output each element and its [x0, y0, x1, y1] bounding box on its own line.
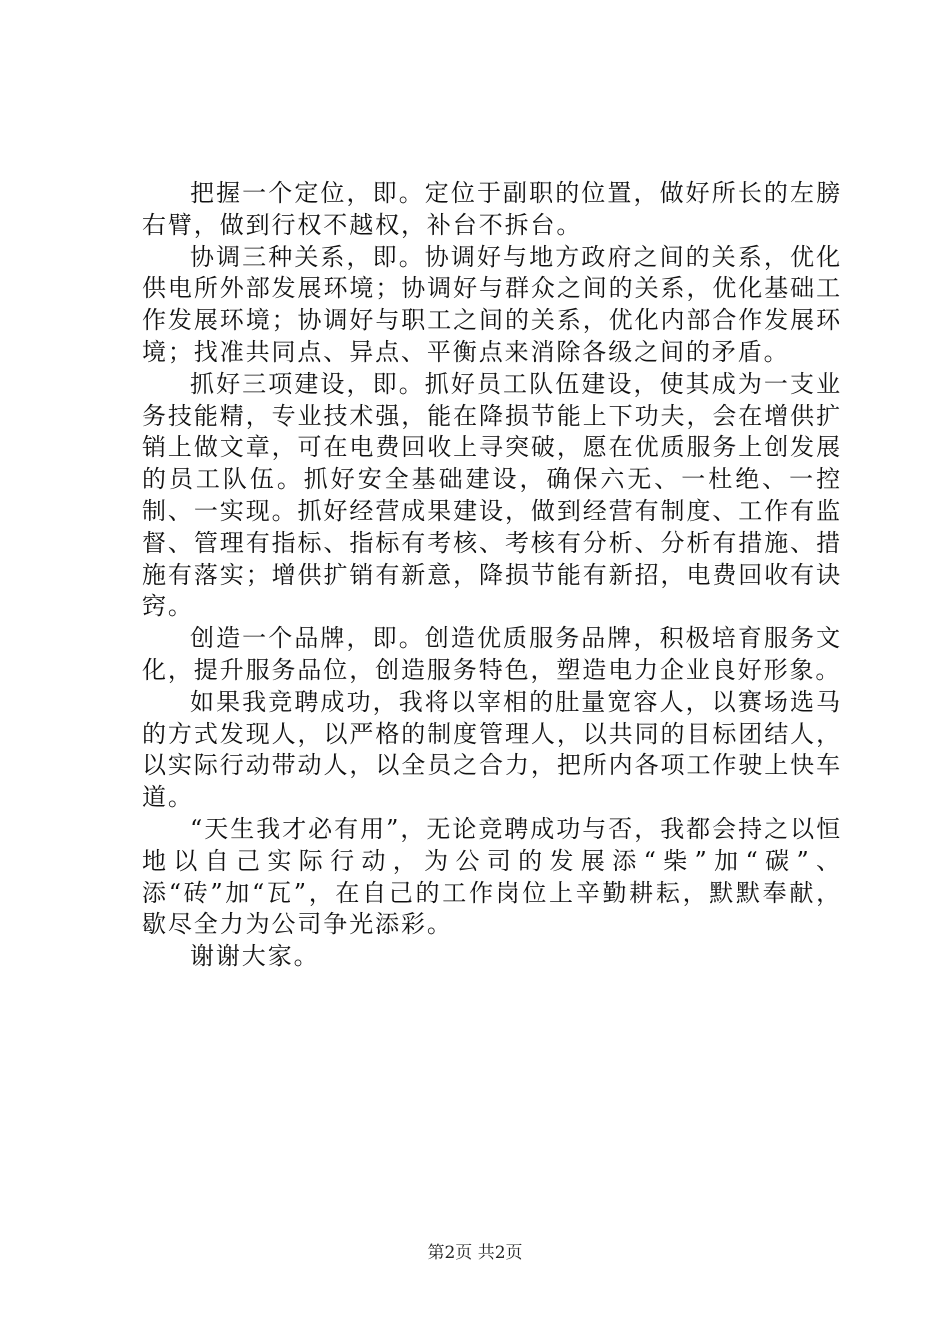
- paragraph-three-relations: 协调三种关系，即。协调好与地方政府之间的关系，优化供电所外部发展环境；协调好与群众之间的关系，优化基础工作发展环境；协调好与职工之间的关系，优化内部合作发展环境；找准共同点、异点、平衡点来消除各级之间的矛盾。: [142, 242, 842, 366]
- paragraph-one-brand: 创造一个品牌，即。创造优质服务品牌，积极培育服务文化，提升服务品位，创造服务特色，塑造电力企业良好形象。: [142, 624, 842, 684]
- page-footer: 第2页 共2页: [427, 1243, 523, 1263]
- paragraph-thanks: 谢谢大家。: [190, 942, 320, 971]
- paragraph-one-position: 把握一个定位，即。定位于副职的位置，做好所长的左膀右臂，做到行权不越权，补台不拆台。: [142, 179, 842, 239]
- document-body: [142, 178, 842, 973]
- paragraph-three-constructions: 抓好三项建设，即。抓好员工队伍建设，使其成为一支业务技能精，专业技术强，能在降损节能上下功夫，会在增供扩销上做文章，可在电费回收上寻突破，愿在优质服务上创发展的员工队伍。抓好安全基础建设，确保六无、一杜绝、一控制、一实现。抓好经营成果建设，做到经营有制度、工作有监督、管理有指标、指标有考核、考核有分析、分析有措施、措施有落实；增供扩销有新意，降损节能有新招，电费回收有诀窍。: [142, 369, 842, 621]
- paragraph-born-useful: “天生我才必有用”，无论竞聘成功与否，我都会持之以恒地以自己实际行动，为公司的发展添“柴”加“碳”、添“砖”加“瓦”，在自己的工作岗位上辛勤耕耘，默默奉献，歇尽全力为公司争光添彩。: [142, 814, 842, 939]
- paragraph-if-successful: 如果我竞聘成功，我将以宰相的肚量宽容人，以赛场选马的方式发现人，以严格的制度管理人，以共同的目标团结人，以实际行动带动人，以全员之合力，把所内各项工作驶上快车道。: [142, 687, 842, 812]
